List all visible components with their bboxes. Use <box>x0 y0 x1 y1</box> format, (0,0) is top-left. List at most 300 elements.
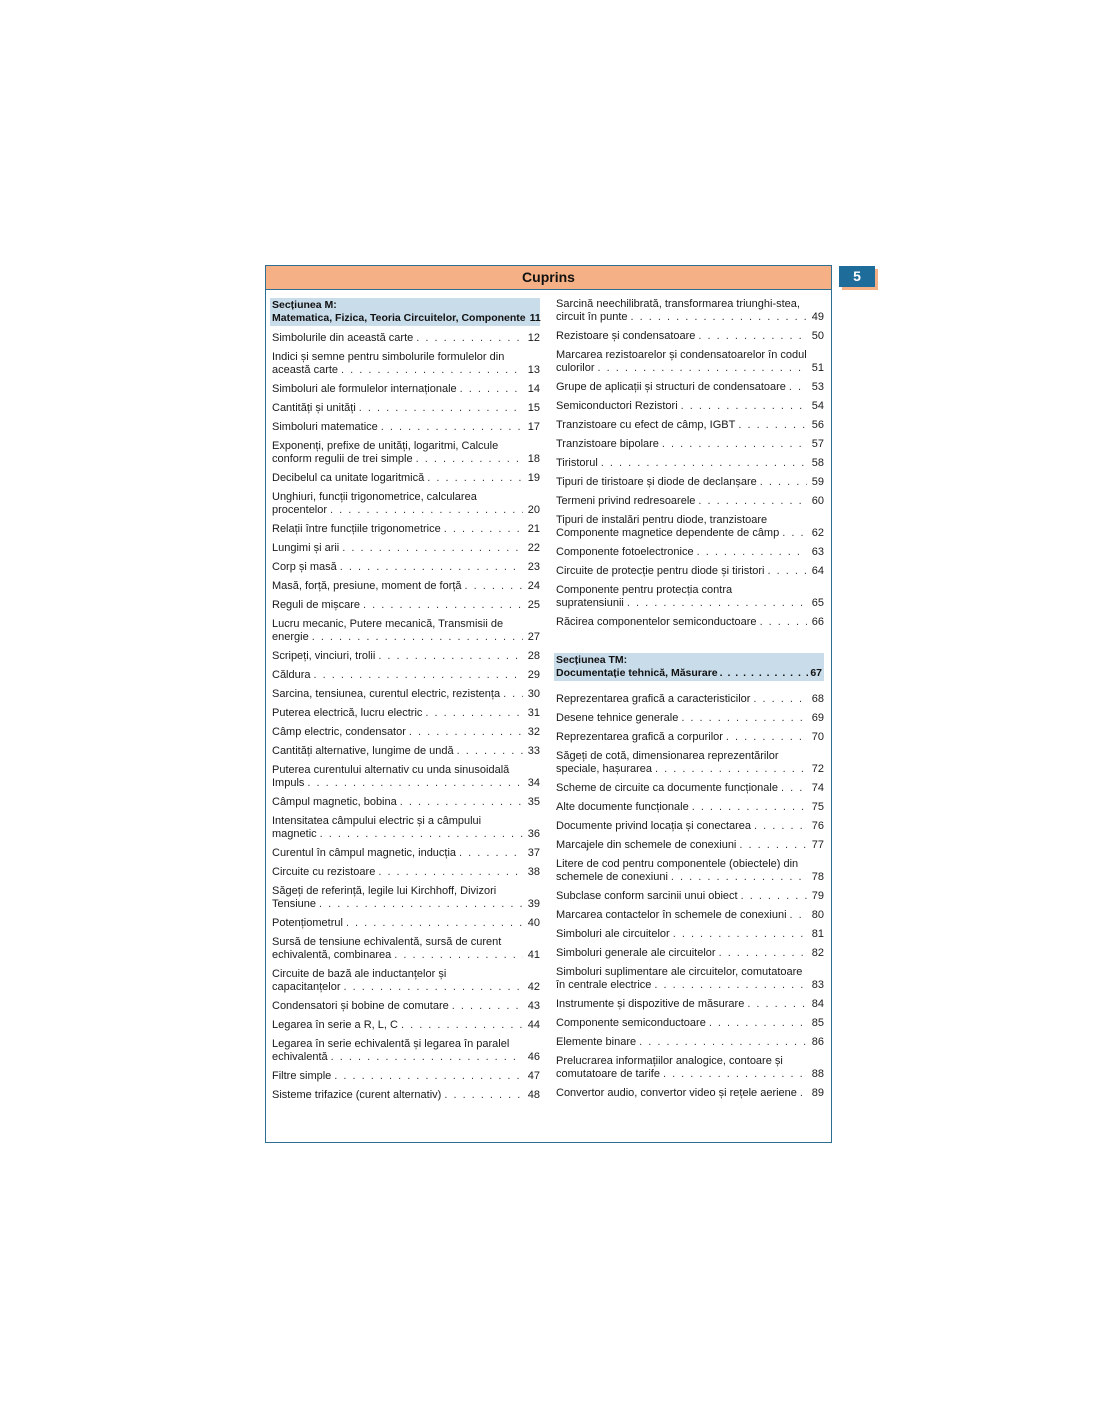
toc-entry[interactable] <box>556 400 824 413</box>
section-heading-tm[interactable] <box>554 653 824 681</box>
toc-entry-page: 23 <box>527 561 540 573</box>
toc-entry-title: conform regulii de trei simple <box>272 453 413 465</box>
toc-entry-page: 17 <box>527 421 540 433</box>
leader-dots <box>378 650 523 663</box>
toc-entry[interactable] <box>556 330 824 343</box>
leader-dots <box>681 400 807 413</box>
toc-entry-title: Sisteme trifazice (curent alternativ) <box>272 1089 442 1101</box>
toc-entry-title: Tiristorul <box>556 457 598 469</box>
toc-entry-title: echivalentă, combinarea <box>272 949 392 961</box>
toc-entry-title: Simbolurile din această carte <box>272 332 414 344</box>
toc-entry-page: 62 <box>811 527 824 539</box>
leader-dots <box>789 381 807 394</box>
toc-entry-page: 79 <box>811 890 824 902</box>
toc-entry[interactable] <box>556 349 824 375</box>
toc-entry-page: 80 <box>811 909 824 921</box>
toc-entry-title: Sarcina, tensiunea, curentul electric, rezistența <box>272 688 501 700</box>
toc-entry-page: 78 <box>811 871 824 883</box>
section-title: Documentație tehnică, Măsurare <box>556 667 718 679</box>
toc-entry-page: 75 <box>811 801 824 813</box>
toc-entry[interactable] <box>556 438 824 451</box>
toc-entry-title-line1: Prelucrarea informațiilor analogice, contoare și <box>556 1055 783 1067</box>
toc-entry-title-line1: Sursă de tensiune echivalentă, sursă de curent <box>272 936 502 948</box>
toc-entry[interactable] <box>272 968 540 994</box>
leader-dots <box>342 542 523 555</box>
leader-dots <box>601 457 807 470</box>
section-label: Secțiunea M: <box>272 299 337 311</box>
leader-dots <box>671 871 807 884</box>
toc-entry[interactable] <box>556 457 824 470</box>
leader-dots <box>341 364 523 377</box>
toc-entry-page: 88 <box>811 1068 824 1080</box>
toc-entry[interactable] <box>272 599 540 612</box>
toc-entry-page: 51 <box>811 362 824 374</box>
toc-entry-title: Documente privind locația și conectarea <box>556 820 752 832</box>
toc-entry[interactable] <box>272 421 540 434</box>
leader-dots <box>739 839 807 852</box>
toc-entry[interactable] <box>272 917 540 930</box>
toc-entry-page: 74 <box>811 782 824 794</box>
leader-dots <box>681 712 807 725</box>
toc-entry[interactable] <box>272 885 540 911</box>
toc-entry-title-line1: Legarea în serie echivalentă și legarea în paralel <box>272 1038 510 1050</box>
leader-dots <box>400 796 523 809</box>
toc-entry-page: 39 <box>527 898 540 910</box>
leader-dots <box>340 561 523 574</box>
leader-dots <box>782 527 807 540</box>
toc-entry[interactable] <box>556 476 824 489</box>
toc-entry-page: 40 <box>527 917 540 929</box>
toc-entry-title-line1: Puterea curentului alternativ cu unda sinusoidală <box>272 764 510 776</box>
toc-entry[interactable] <box>272 1000 540 1013</box>
toc-entry[interactable] <box>272 1038 540 1064</box>
toc-entry-page: 33 <box>527 745 540 757</box>
toc-entry[interactable] <box>556 858 824 884</box>
toc-entry[interactable] <box>556 947 824 960</box>
leader-dots <box>719 947 807 960</box>
leader-dots <box>639 1036 807 1049</box>
toc-entry-title: Componente fotoelectronice <box>556 546 694 558</box>
toc-entry[interactable] <box>556 966 824 992</box>
toc-entry-title: magnetic <box>272 828 317 840</box>
leader-dots <box>598 362 807 375</box>
toc-entry-page: 86 <box>811 1036 824 1048</box>
toc-entry-page: 59 <box>811 476 824 488</box>
toc-entry[interactable] <box>272 707 540 720</box>
toc-entry-page: 84 <box>811 998 824 1010</box>
toc-list <box>556 298 824 629</box>
section-title: Matematica, Fizica, Teoria Circuitelor, Componente <box>272 312 526 324</box>
toc-entry-title: Componente magnetice dependente de câmp <box>556 527 780 539</box>
toc-entry-title-line1: Litere de cod pentru componentele (obiectele) din <box>556 858 799 870</box>
toc-entry-title: Puterea electrică, lucru electric <box>272 707 423 719</box>
toc-entry-title: Reprezentarea grafică a caracteristicilor <box>556 693 751 705</box>
toc-entry-title: Cantități alternative, lungime de undă <box>272 745 454 757</box>
toc-list <box>272 332 540 1102</box>
toc-entry-page: 14 <box>527 383 540 395</box>
toc-entry[interactable] <box>556 1087 824 1100</box>
toc-entry-page: 15 <box>527 402 540 414</box>
toc-entry[interactable] <box>556 419 824 432</box>
leader-dots <box>378 866 523 879</box>
leader-dots <box>381 421 523 434</box>
leader-dots <box>753 693 807 706</box>
leader-dots <box>460 383 523 396</box>
toc-entry[interactable] <box>272 618 540 644</box>
toc-entry-title-line1: Indici și semne pentru simbolurile formulelor din <box>272 351 505 363</box>
leader-dots <box>425 707 523 720</box>
toc-entry-title-line1: Simboluri suplimentare ale circuitelor, comutatoare <box>556 966 803 978</box>
toc-entry[interactable] <box>556 514 824 540</box>
toc-entry-title: Lungimi și arii <box>272 542 340 554</box>
toc-entry-page: 68 <box>811 693 824 705</box>
toc-entry-page: 76 <box>811 820 824 832</box>
toc-entry-title: Simboluri ale formulelor internaționale <box>272 383 457 395</box>
leader-dots <box>673 928 807 941</box>
toc-entry[interactable] <box>556 750 824 776</box>
toc-entry-page: 12 <box>527 332 540 344</box>
toc-entry[interactable] <box>556 890 824 903</box>
leader-dots <box>319 898 523 911</box>
toc-entry-page: 46 <box>527 1051 540 1063</box>
toc-entry-page: 34 <box>527 777 540 789</box>
toc-entry[interactable] <box>272 523 540 536</box>
toc-entry-page: 29 <box>527 669 540 681</box>
toc-entry-title: Condensatori și bobine de comutare <box>272 1000 449 1012</box>
leader-dots <box>662 438 807 451</box>
toc-entry-page: 43 <box>527 1000 540 1012</box>
toc-entry[interactable] <box>556 839 824 852</box>
toc-entry[interactable] <box>556 820 824 833</box>
toc-entry-title: Circuite de protecție pentru diode și tiristori <box>556 565 765 577</box>
toc-entry[interactable] <box>556 546 824 559</box>
toc-entry-page: 64 <box>811 565 824 577</box>
toc-entry-page: 21 <box>527 523 540 535</box>
toc-entry-page: 89 <box>811 1087 824 1099</box>
toc-entry-title: Alte documente funcționale <box>556 801 689 813</box>
leader-dots <box>427 472 523 485</box>
leader-dots <box>312 631 523 644</box>
toc-entry-page: 25 <box>527 599 540 611</box>
toc-entry-page: 19 <box>527 472 540 484</box>
toc-entry-title: Termeni privind redresoarele <box>556 495 696 507</box>
toc-entry-page: 56 <box>811 419 824 431</box>
toc-entry-page: 27 <box>527 631 540 643</box>
toc-entry-title: Impuls <box>272 777 305 789</box>
toc-entry-page: 47 <box>527 1070 540 1082</box>
leader-dots <box>401 1019 523 1032</box>
toc-entry-page: 20 <box>527 504 540 516</box>
toc-entry-page: 36 <box>527 828 540 840</box>
toc-entry[interactable] <box>556 1017 824 1030</box>
toc-entry[interactable] <box>272 351 540 377</box>
leader-dots <box>444 1089 523 1102</box>
section-label: Secțiunea TM: <box>556 654 628 666</box>
leader-dots <box>697 546 807 559</box>
toc-entry-page: 38 <box>527 866 540 878</box>
toc-entry[interactable] <box>272 332 540 345</box>
leader-dots <box>709 1017 807 1030</box>
leader-dots <box>330 504 523 517</box>
toc-entry[interactable] <box>556 1036 824 1049</box>
toc-entry-page: 32 <box>527 726 540 738</box>
toc-entry-page: 77 <box>811 839 824 851</box>
toc-entry-title: speciale, hașurarea <box>556 763 653 775</box>
toc-entry-title-line1: Intensitatea câmpului electric și a câmpului <box>272 815 482 827</box>
toc-entry-page: 65 <box>811 597 824 609</box>
toc-entry-title-line1: Săgeți de referință, legile lui Kirchhoff, Divizori <box>272 885 497 897</box>
leader-dots <box>800 1087 807 1100</box>
toc-entry[interactable] <box>556 909 824 922</box>
toc-entry-title: Tipuri de tiristoare și diode de declanșare <box>556 476 757 488</box>
toc-entry[interactable] <box>556 1055 824 1081</box>
toc-entry[interactable] <box>556 381 824 394</box>
toc-entry-title-line1: Lucru mecanic, Putere mecanică, Transmisii de <box>272 618 504 630</box>
leader-dots <box>457 745 523 758</box>
leader-dots <box>314 669 523 682</box>
toc-entry[interactable] <box>272 1070 540 1083</box>
leader-dots <box>459 847 523 860</box>
leader-dots <box>654 979 807 992</box>
leader-dots <box>452 1000 523 1013</box>
toc-entry-title: Căldura <box>272 669 311 681</box>
leader-dots <box>726 731 807 744</box>
leader-dots <box>344 981 524 994</box>
toc-entry-title: Reprezentarea grafică a corpurilor <box>556 731 723 743</box>
toc-entry-title: Rezistoare și condensatoare <box>556 330 696 342</box>
toc-entry-title: culorilor <box>556 362 595 374</box>
leader-dots <box>790 909 807 922</box>
toc-entry[interactable] <box>272 796 540 809</box>
leader-dots <box>409 726 523 739</box>
leader-dots <box>320 828 523 841</box>
toc-entry[interactable] <box>272 561 540 574</box>
toc-entry-title: Simboluri matematice <box>272 421 378 433</box>
toc-entry[interactable] <box>272 402 540 415</box>
leader-dots <box>394 949 523 962</box>
toc-entry-title: Grupe de aplicații și structuri de condensatoare <box>556 381 786 393</box>
leader-dots <box>747 998 807 1011</box>
toc-entry[interactable] <box>272 764 540 790</box>
toc-entry-page: 28 <box>527 650 540 662</box>
toc-entry-title: Corp și masă <box>272 561 337 573</box>
toc-entry-title: echivalentă <box>272 1051 328 1063</box>
toc-entry-title: Subclase conform sarcinii unui obiect <box>556 890 738 902</box>
toc-entry[interactable] <box>272 472 540 485</box>
leader-dots <box>346 917 523 930</box>
toc-entry[interactable] <box>272 936 540 962</box>
toc-entry[interactable] <box>556 782 824 795</box>
toc-entry-title: Câmp electric, condensator <box>272 726 406 738</box>
toc-entry-page: 48 <box>527 1089 540 1101</box>
toc-entry-title: Convertor audio, convertor video și rețele aeriene <box>556 1087 797 1099</box>
toc-entry-title: Cantități și unități <box>272 402 356 414</box>
toc-entry[interactable] <box>556 731 824 744</box>
leader-dots <box>307 777 523 790</box>
toc-entry-page: 54 <box>811 400 824 412</box>
leader-dots <box>416 453 523 466</box>
toc-entry-page: 31 <box>527 707 540 719</box>
toc-entry-title: această carte <box>272 364 339 376</box>
leader-dots <box>503 688 523 701</box>
toc-entry-page: 66 <box>811 616 824 628</box>
toc-entry[interactable] <box>272 1089 540 1102</box>
toc-entry-title: schemele de conexiuni <box>556 871 668 883</box>
toc-entry-page: 85 <box>811 1017 824 1029</box>
toc-entry-title: Marcarea contactelor în schemele de conexiuni <box>556 909 787 921</box>
toc-entry-title: procentelor <box>272 504 328 516</box>
toc-entry[interactable] <box>556 693 824 706</box>
toc-entry[interactable] <box>556 495 824 508</box>
toc-entry-page: 72 <box>811 763 824 775</box>
toc-entry-title-line1: Tipuri de instalări pentru diode, tranzistoare <box>556 514 768 526</box>
section-heading-m[interactable] <box>270 298 540 326</box>
toc-entry[interactable] <box>272 815 540 841</box>
toc-entry-page: 30 <box>527 688 540 700</box>
leader-dots <box>698 495 807 508</box>
toc-entry-page: 58 <box>811 457 824 469</box>
toc-entry[interactable] <box>272 542 540 555</box>
toc-entry-title: Scheme de circuite ca documente funcționale <box>556 782 778 794</box>
toc-entry-title-line1: Marcarea rezistoarelor și condensatoarelor în codul <box>556 349 807 361</box>
toc-entry-title: Tensiune <box>272 898 317 910</box>
toc-entry-title: circuit în punte <box>556 311 628 323</box>
toc-entry-page: 37 <box>527 847 540 859</box>
toc-entry-title: energie <box>272 631 309 643</box>
leader-dots <box>359 402 523 415</box>
toc-entry-title: Elemente binare <box>556 1036 637 1048</box>
toc-entry-title: Decibelul ca unitate logaritmică <box>272 472 425 484</box>
leader-dots <box>627 597 807 610</box>
toc-entry[interactable] <box>272 440 540 466</box>
leader-dots <box>416 332 523 345</box>
leader-dots <box>631 311 807 324</box>
toc-entry-page: 42 <box>527 981 540 993</box>
toc-entry-page: 57 <box>811 438 824 450</box>
leader-dots <box>741 890 807 903</box>
toc-entry[interactable] <box>272 688 540 701</box>
page-number: 5 <box>839 266 875 287</box>
toc-entry-page: 18 <box>527 453 540 465</box>
toc-entry-title-line1: Sarcină neechilibrată, transformarea triunghi-stea, <box>556 298 800 310</box>
toc-entry[interactable] <box>556 616 824 629</box>
toc-entry-page: 82 <box>811 947 824 959</box>
toc-title: Cuprins <box>266 266 831 290</box>
toc-entry-title: Legarea în serie a R, L, C <box>272 1019 398 1031</box>
toc-entry-page: 24 <box>527 580 540 592</box>
toc-entry-page: 49 <box>811 311 824 323</box>
section-page: 11 <box>529 312 541 324</box>
toc-entry-page: 41 <box>527 949 540 961</box>
leader-dots <box>754 820 807 833</box>
toc-entry[interactable] <box>556 565 824 578</box>
toc-entry[interactable] <box>272 745 540 758</box>
leader-dots <box>767 565 807 578</box>
toc-entry[interactable] <box>556 298 824 324</box>
toc-entry-title: Scripeți, vinciuri, trolii <box>272 650 376 662</box>
left-column <box>272 298 540 1108</box>
leader-dots <box>698 330 807 343</box>
toc-entry-title: Instrumente și dispozitive de măsurare <box>556 998 745 1010</box>
toc-entry-page: 35 <box>527 796 540 808</box>
toc-entry-title: Curentul în câmpul magnetic, inducția <box>272 847 457 859</box>
toc-entry[interactable] <box>272 491 540 517</box>
toc-entry[interactable] <box>556 928 824 941</box>
toc-entry-page: 70 <box>811 731 824 743</box>
toc-entry[interactable] <box>272 866 540 879</box>
toc-entry-title: Tranzistoare bipolare <box>556 438 659 450</box>
toc-entry[interactable] <box>556 712 824 725</box>
leader-dots <box>363 599 523 612</box>
toc-entry-title: Câmpul magnetic, bobina <box>272 796 397 808</box>
toc-entry-page: 22 <box>527 542 540 554</box>
toc-entry-title: capacitanțelor <box>272 981 341 993</box>
toc-entry-page: 69 <box>811 712 824 724</box>
toc-entry[interactable] <box>556 998 824 1011</box>
leader-dots <box>465 580 523 593</box>
toc-entry-title: Tranzistoare cu efect de câmp, IGBT <box>556 419 736 431</box>
toc-entry-title: Componente semiconductoare <box>556 1017 706 1029</box>
toc-entry-page: 60 <box>811 495 824 507</box>
toc-entry[interactable] <box>272 726 540 739</box>
leader-dots <box>720 667 809 680</box>
toc-entry-title: Semiconductori Rezistori <box>556 400 678 412</box>
toc-entry-title: în centrale electrice <box>556 979 652 991</box>
toc-entry-title: comutatoare de tarife <box>556 1068 660 1080</box>
toc-entry-title: Simboluri generale ale circuitelor <box>556 947 716 959</box>
toc-entry-page: 13 <box>527 364 540 376</box>
toc-entry-title: Simboluri ale circuitelor <box>556 928 670 940</box>
toc-entry[interactable] <box>272 669 540 682</box>
toc-entry-title: supratensiunii <box>556 597 624 609</box>
leader-dots <box>334 1070 523 1083</box>
toc-entry-title: Potențiometrul <box>272 917 343 929</box>
toc-entry-title: Desene tehnice generale <box>556 712 679 724</box>
toc-entry[interactable] <box>272 580 540 593</box>
toc-entry-title-line1: Unghiuri, funcții trigonometrice, calcularea <box>272 491 477 503</box>
toc-entry-page: 53 <box>811 381 824 393</box>
toc-entry-page: 83 <box>811 979 824 991</box>
section-page: 67 <box>810 667 822 679</box>
toc-entry[interactable] <box>272 847 540 860</box>
leader-dots <box>444 523 523 536</box>
toc-entry[interactable] <box>272 383 540 396</box>
toc-entry-title: Reguli de mișcare <box>272 599 361 611</box>
leader-dots <box>692 801 807 814</box>
toc-entry-title-line1: Componente pentru protecția contra <box>556 584 733 596</box>
toc-entry[interactable] <box>556 801 824 814</box>
toc-entry-page: 81 <box>811 928 824 940</box>
toc-entry-page: 44 <box>527 1019 540 1031</box>
toc-entry[interactable] <box>272 650 540 663</box>
toc-entry-title-line1: Săgeți de cotă, dimensionarea reprezentărilor <box>556 750 779 762</box>
leader-dots <box>781 782 807 795</box>
toc-entry[interactable] <box>556 584 824 610</box>
toc-entry-title: Masă, forță, presiune, moment de forță <box>272 580 462 592</box>
leader-dots <box>663 1068 807 1081</box>
toc-entry-page: 63 <box>811 546 824 558</box>
toc-entry-title: Filtre simple <box>272 1070 332 1082</box>
toc-frame <box>265 265 832 1143</box>
toc-list <box>556 693 824 1100</box>
leader-dots <box>738 419 807 432</box>
toc-entry-title: Relații între funcțiile trigonometrice <box>272 523 441 535</box>
right-column <box>556 298 824 1106</box>
toc-entry-title-line1: Circuite de bază ale inductanțelor și <box>272 968 447 980</box>
toc-entry-title: Marcajele din schemele de conexiuni <box>556 839 737 851</box>
toc-entry[interactable] <box>272 1019 540 1032</box>
toc-entry-title: Circuite cu rezistoare <box>272 866 376 878</box>
